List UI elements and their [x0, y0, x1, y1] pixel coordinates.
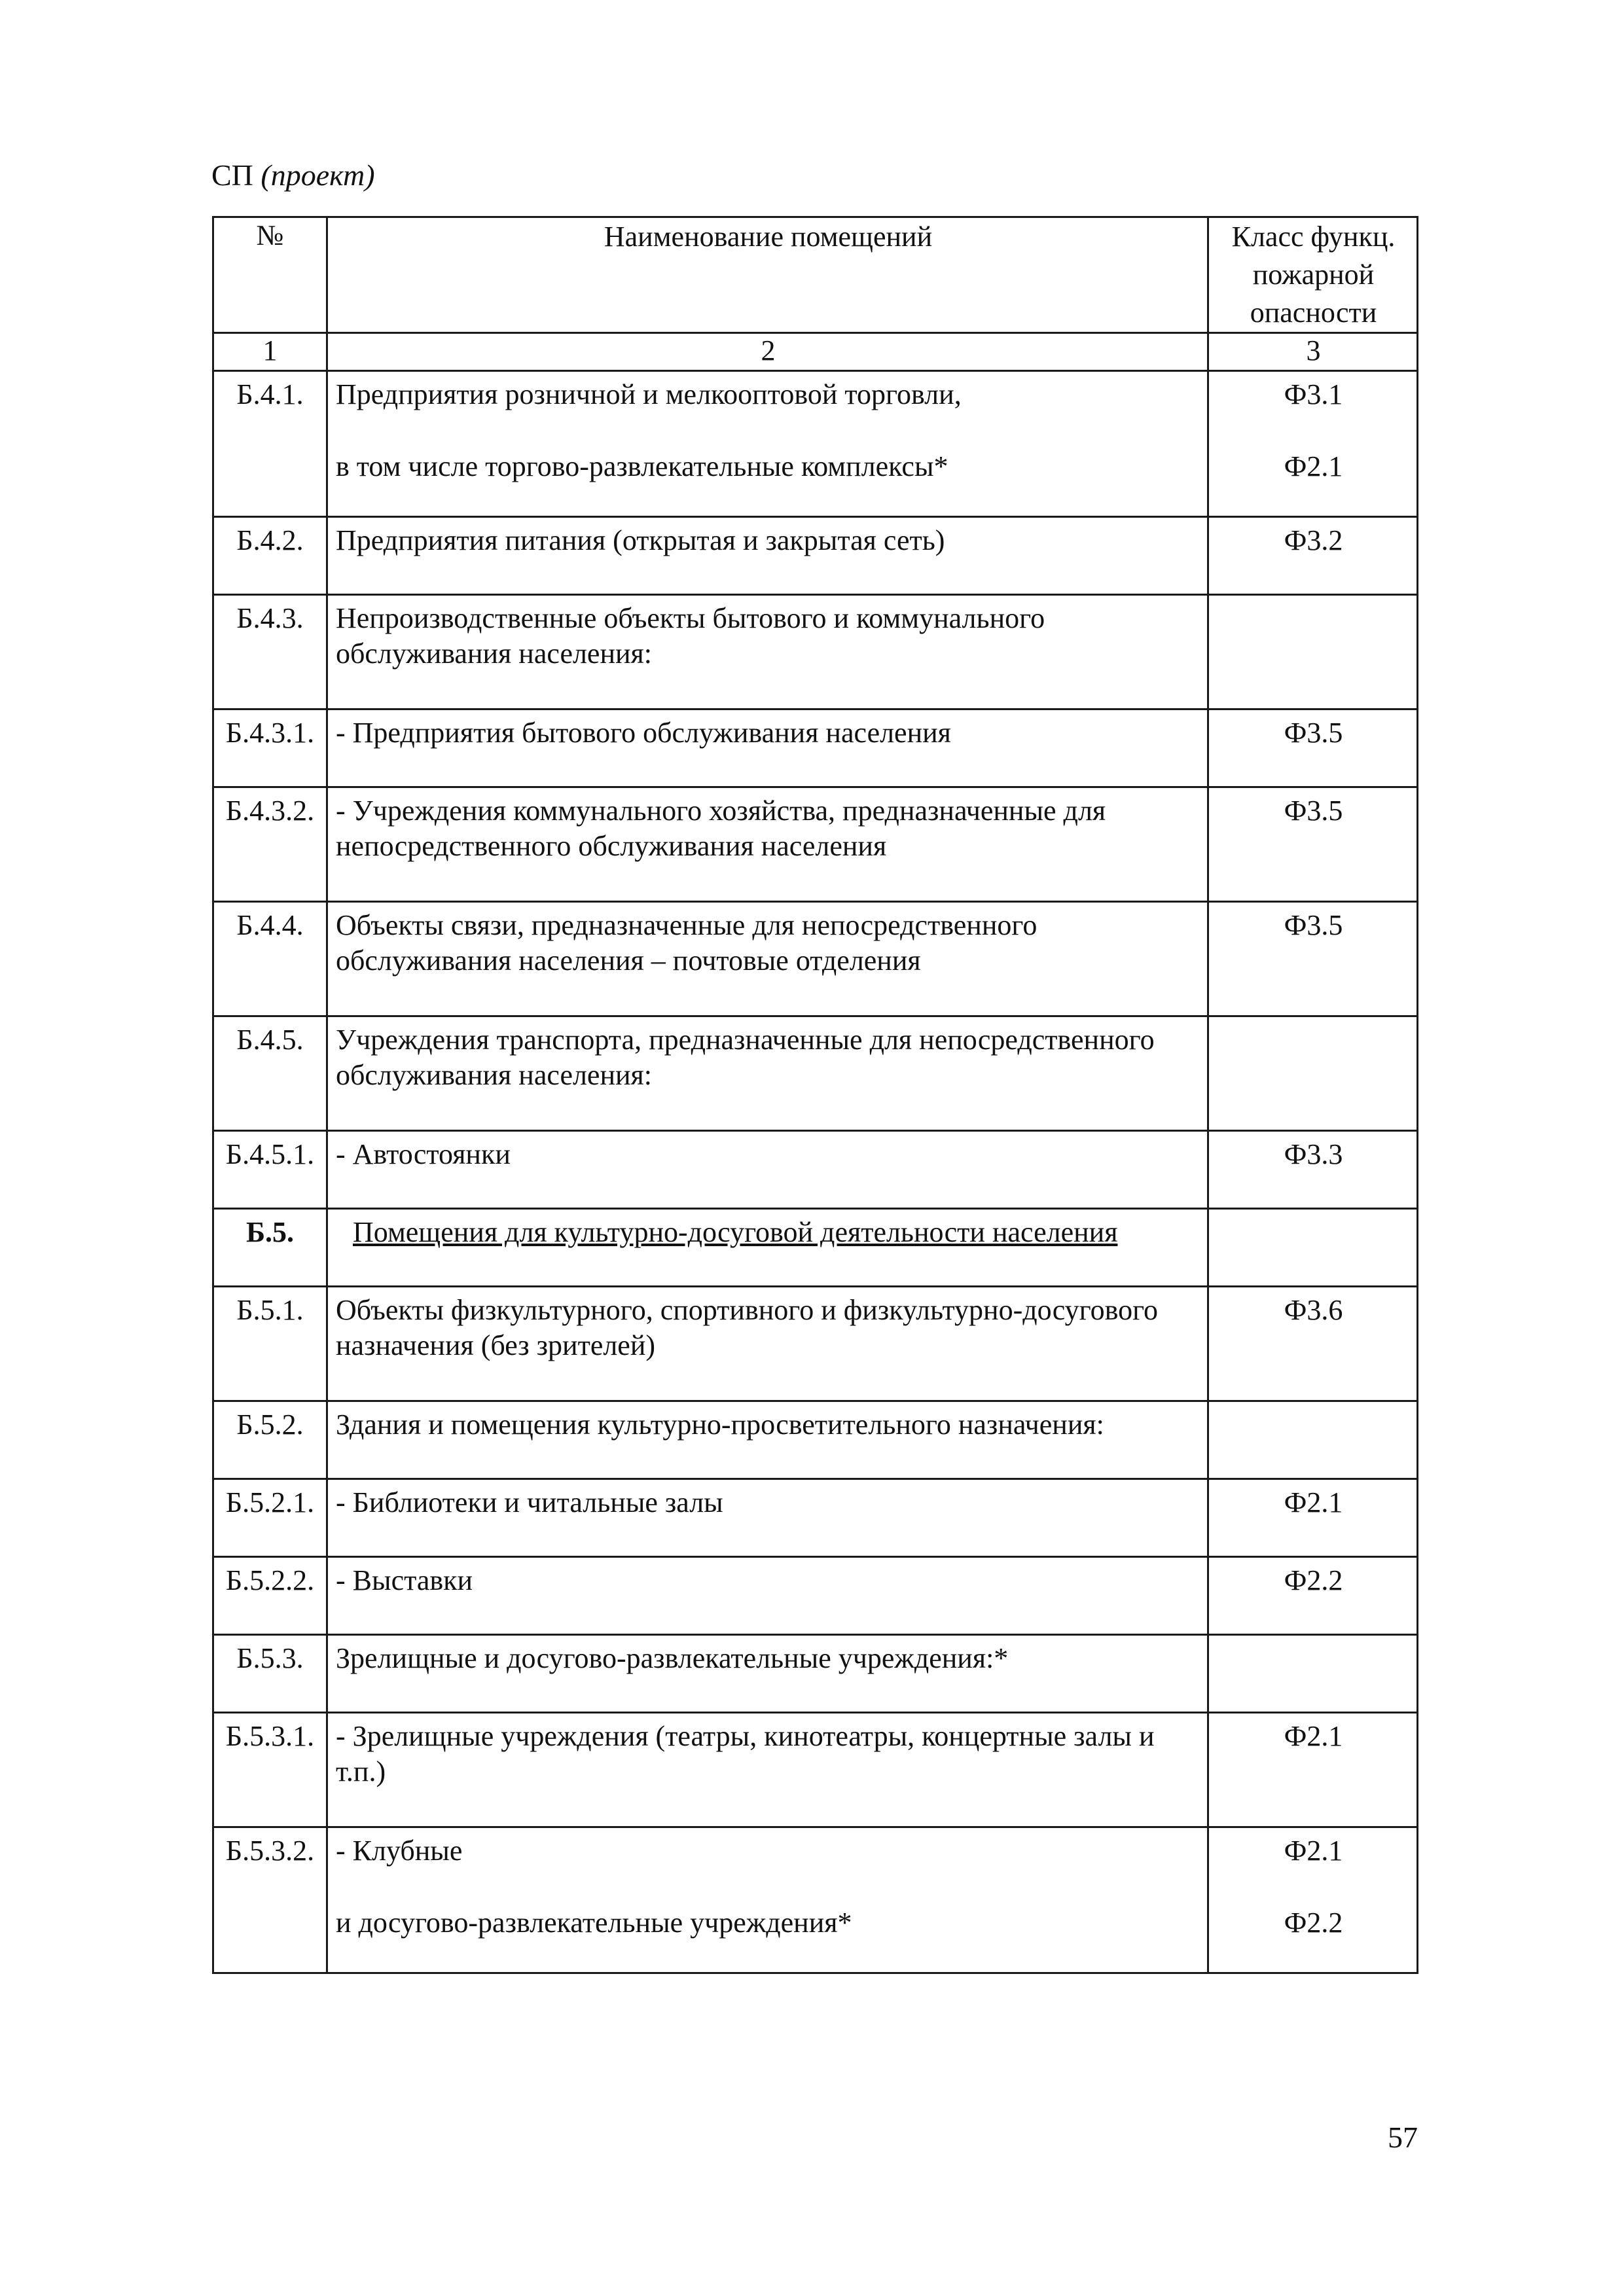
row-number: Б.4.3.2. — [213, 787, 327, 902]
table-row — [213, 1713, 1418, 1827]
row-name — [327, 371, 1208, 517]
row-number: Б.5.2.1. — [213, 1479, 327, 1557]
column-number: 1 — [213, 333, 327, 371]
row-class-value: Ф3.1 — [1284, 378, 1343, 410]
table-row — [213, 1827, 1418, 1973]
row-class-value: Ф2.1 — [1284, 450, 1343, 482]
row-number: Б.4.1. — [213, 371, 327, 517]
row-name: Объекты связи, предназначенные для непосредственного обслуживания населения – почтовые отделения — [327, 902, 1208, 1016]
row-number: Б.4.4. — [213, 902, 327, 1016]
row-name: - Зрелищные учреждения (театры, кинотеатры, концертные залы и т.п.) — [327, 1713, 1208, 1827]
row-name — [327, 1827, 1208, 1973]
column-header-name: Наименование помещений — [327, 217, 1208, 333]
row-class — [1208, 1016, 1418, 1131]
row-name: - Учреждения коммунального хозяйства, предназначенные для непосредственного обслуживания населения — [327, 787, 1208, 902]
row-name: Зрелищные и досугово-развлекательные учреждения:* — [327, 1635, 1208, 1713]
section-row — [213, 1209, 1418, 1287]
row-class — [1208, 595, 1418, 709]
table-row — [213, 709, 1418, 787]
column-header-class: Класс функц. пожарной опасности — [1208, 217, 1418, 333]
row-name-line: в том числе торгово-развлекательные комплексы* — [336, 450, 948, 482]
row-number: Б.4.3.1. — [213, 709, 327, 787]
row-class — [1208, 371, 1418, 517]
row-class: Ф3.5 — [1208, 709, 1418, 787]
column-header-number: № — [213, 217, 327, 333]
row-name: - Библиотеки и читальные залы — [327, 1479, 1208, 1557]
row-class-value: Ф2.1 — [1284, 1835, 1343, 1867]
column-number-row — [213, 333, 1418, 371]
row-number: Б.4.2. — [213, 517, 327, 595]
table-row — [213, 1557, 1418, 1635]
document-status: (проект) — [261, 158, 375, 192]
table-row — [213, 1131, 1418, 1209]
row-number: Б.5.2. — [213, 1401, 327, 1479]
table-row — [213, 1016, 1418, 1131]
document-code: СП — [211, 158, 253, 192]
row-class — [1208, 1209, 1418, 1287]
table-row — [213, 1479, 1418, 1557]
row-class: Ф2.1 — [1208, 1713, 1418, 1827]
row-class: Ф3.6 — [1208, 1287, 1418, 1401]
page-number: 57 — [1388, 2121, 1418, 2154]
table-row — [213, 902, 1418, 1016]
table-row — [213, 595, 1418, 709]
row-number: Б.5.3. — [213, 1635, 327, 1713]
row-name: Непроизводственные объекты бытового и коммунального обслуживания населения: — [327, 595, 1208, 709]
row-name: Учреждения транспорта, предназначенные для непосредственного обслуживания населения: — [327, 1016, 1208, 1131]
row-name: - Автостоянки — [327, 1131, 1208, 1209]
row-number: Б.4.5. — [213, 1016, 327, 1131]
row-name: - Предприятия бытового обслуживания населения — [327, 709, 1208, 787]
row-name-line: Предприятия розничной и мелкооптовой торговли, — [336, 378, 962, 410]
row-class: Ф3.5 — [1208, 787, 1418, 902]
table-row — [213, 1635, 1418, 1713]
row-class: Ф3.2 — [1208, 517, 1418, 595]
row-class: Ф3.5 — [1208, 902, 1418, 1016]
row-name: Предприятия питания (открытая и закрытая сеть) — [327, 517, 1208, 595]
row-number: Б.4.5.1. — [213, 1131, 327, 1209]
row-number: Б.5.1. — [213, 1287, 327, 1401]
table-row — [213, 1287, 1418, 1401]
table-row — [213, 371, 1418, 517]
row-number: Б.5.3.1. — [213, 1713, 327, 1827]
row-class: Ф2.1 — [1208, 1479, 1418, 1557]
section-title: Помещения для культурно-досуговой деятельности населения — [353, 1216, 1118, 1248]
row-class — [1208, 1401, 1418, 1479]
running-header — [211, 156, 375, 195]
column-number: 2 — [327, 333, 1208, 371]
section-name — [327, 1209, 1208, 1287]
row-name-line: и досугово-развлекательные учреждения* — [336, 1907, 852, 1939]
table-row — [213, 1401, 1418, 1479]
table-header-row — [213, 217, 1418, 333]
row-number: Б.4.3. — [213, 595, 327, 709]
rooms-fire-class-table — [212, 216, 1418, 1974]
table-row — [213, 517, 1418, 595]
row-name: Объекты физкультурного, спортивного и физкультурно-досугового назначения (без зрителей) — [327, 1287, 1208, 1401]
section-number: Б.5. — [213, 1209, 327, 1287]
row-class — [1208, 1827, 1418, 1973]
row-number: Б.5.2.2. — [213, 1557, 327, 1635]
row-class — [1208, 1635, 1418, 1713]
row-class: Ф3.3 — [1208, 1131, 1418, 1209]
row-number: Б.5.3.2. — [213, 1827, 327, 1973]
row-name: - Выставки — [327, 1557, 1208, 1635]
table-row — [213, 787, 1418, 902]
row-class-value: Ф2.2 — [1284, 1907, 1343, 1939]
row-name-line: - Клубные — [336, 1835, 463, 1867]
row-class: Ф2.2 — [1208, 1557, 1418, 1635]
row-name: Здания и помещения культурно-просветительного назначения: — [327, 1401, 1208, 1479]
column-number: 3 — [1208, 333, 1418, 371]
